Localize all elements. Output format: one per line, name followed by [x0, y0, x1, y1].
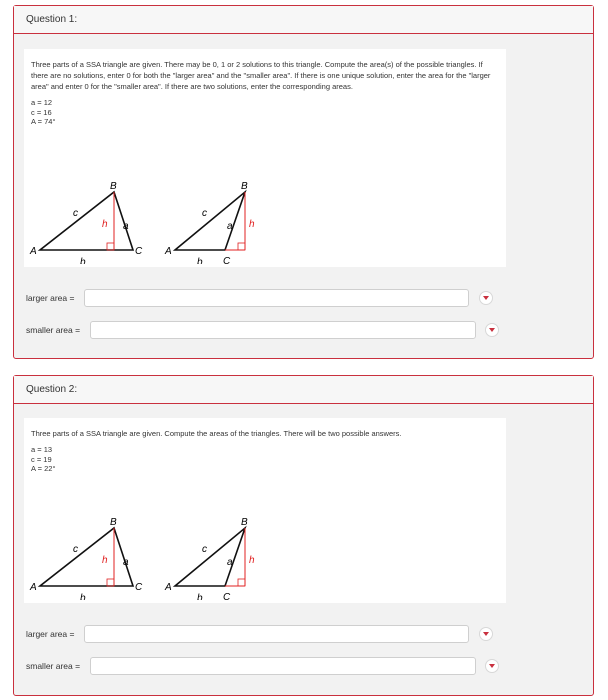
label-h: h	[249, 219, 255, 230]
given-angle-A: A = 74°	[31, 117, 56, 126]
smaller-area-input[interactable]	[90, 657, 476, 675]
question-1-card	[13, 5, 594, 359]
chevron-down-icon	[483, 632, 489, 637]
question-2-card	[13, 375, 594, 696]
triangle-diagram-obtuse	[164, 517, 255, 600]
label-B: B	[110, 517, 117, 528]
question-1-triangle-diagrams	[24, 179, 506, 264]
larger-area-input[interactable]	[84, 289, 469, 307]
label-C: C	[135, 582, 143, 593]
label-c: c	[202, 544, 207, 555]
label-a: a	[123, 221, 129, 232]
smaller-area-dropdown[interactable]	[485, 659, 499, 673]
given-a: a = 13	[31, 445, 53, 454]
label-c: c	[73, 544, 78, 555]
larger-area-input[interactable]	[84, 625, 469, 643]
label-A: A	[30, 246, 37, 257]
triangle-diagram-obtuse	[164, 181, 255, 264]
label-b: b	[80, 593, 86, 600]
question-1-given	[31, 98, 496, 127]
larger-area-dropdown[interactable]	[479, 291, 493, 305]
question-2-triangle-diagrams	[24, 515, 506, 600]
label-b: b	[80, 257, 86, 264]
larger-area-dropdown[interactable]	[479, 627, 493, 641]
label-B: B	[110, 181, 117, 192]
question-2-body	[24, 418, 506, 603]
smaller-area-dropdown[interactable]	[485, 323, 499, 337]
label-h: h	[249, 555, 255, 566]
label-C: C	[223, 256, 231, 264]
smaller-area-input[interactable]	[90, 321, 476, 339]
label-a: a	[227, 221, 233, 232]
triangle-diagram-acute	[29, 517, 143, 600]
label-b: b	[197, 593, 203, 600]
label-C: C	[223, 592, 231, 600]
label-c: c	[202, 208, 207, 219]
label-b: b	[197, 257, 203, 264]
label-B: B	[241, 181, 248, 192]
given-c: c = 19	[31, 454, 52, 464]
chevron-down-icon	[483, 296, 489, 301]
question-1-body	[24, 49, 506, 267]
label-a: a	[227, 557, 233, 568]
label-C: C	[135, 246, 143, 257]
label-h: h	[102, 555, 108, 566]
label-A: A	[165, 246, 172, 257]
label-h: h	[102, 219, 108, 230]
given-angle-A: A = 22°	[31, 464, 56, 473]
given-c: c = 16	[31, 107, 52, 117]
triangle-diagram-acute	[29, 181, 143, 264]
chevron-down-icon	[489, 328, 495, 333]
larger-area-label: larger area =	[26, 629, 75, 639]
smaller-area-label: smaller area =	[26, 661, 81, 671]
larger-area-label: larger area =	[26, 293, 75, 303]
label-A: A	[165, 582, 172, 593]
smaller-area-label: smaller area =	[26, 325, 81, 335]
label-A: A	[30, 582, 37, 593]
question-1-prompt: Three parts of a SSA triangle are given. There may be 0, 1 or 2 solutions to this triangle. Compute the area(s) of the possible triangles. If there are no solutions, enter 0 for both the "larger area" and the "smaller area". If there is one unique solution, enter the area for the "larger area" and enter 0 for the "smaller area". If there are two solutions, enter the corresponding areas.	[31, 60, 491, 91]
label-c: c	[73, 208, 78, 219]
question-1-title: Question 1:	[14, 6, 593, 34]
given-a: a = 12	[31, 98, 53, 107]
question-2-given	[31, 445, 496, 474]
label-B: B	[241, 517, 248, 528]
label-a: a	[123, 557, 129, 568]
question-2-prompt: Three parts of a SSA triangle are given. Compute the areas of the triangles. There will be two possible answers.	[31, 429, 402, 438]
chevron-down-icon	[489, 664, 495, 669]
question-2-title: Question 2:	[14, 376, 593, 404]
